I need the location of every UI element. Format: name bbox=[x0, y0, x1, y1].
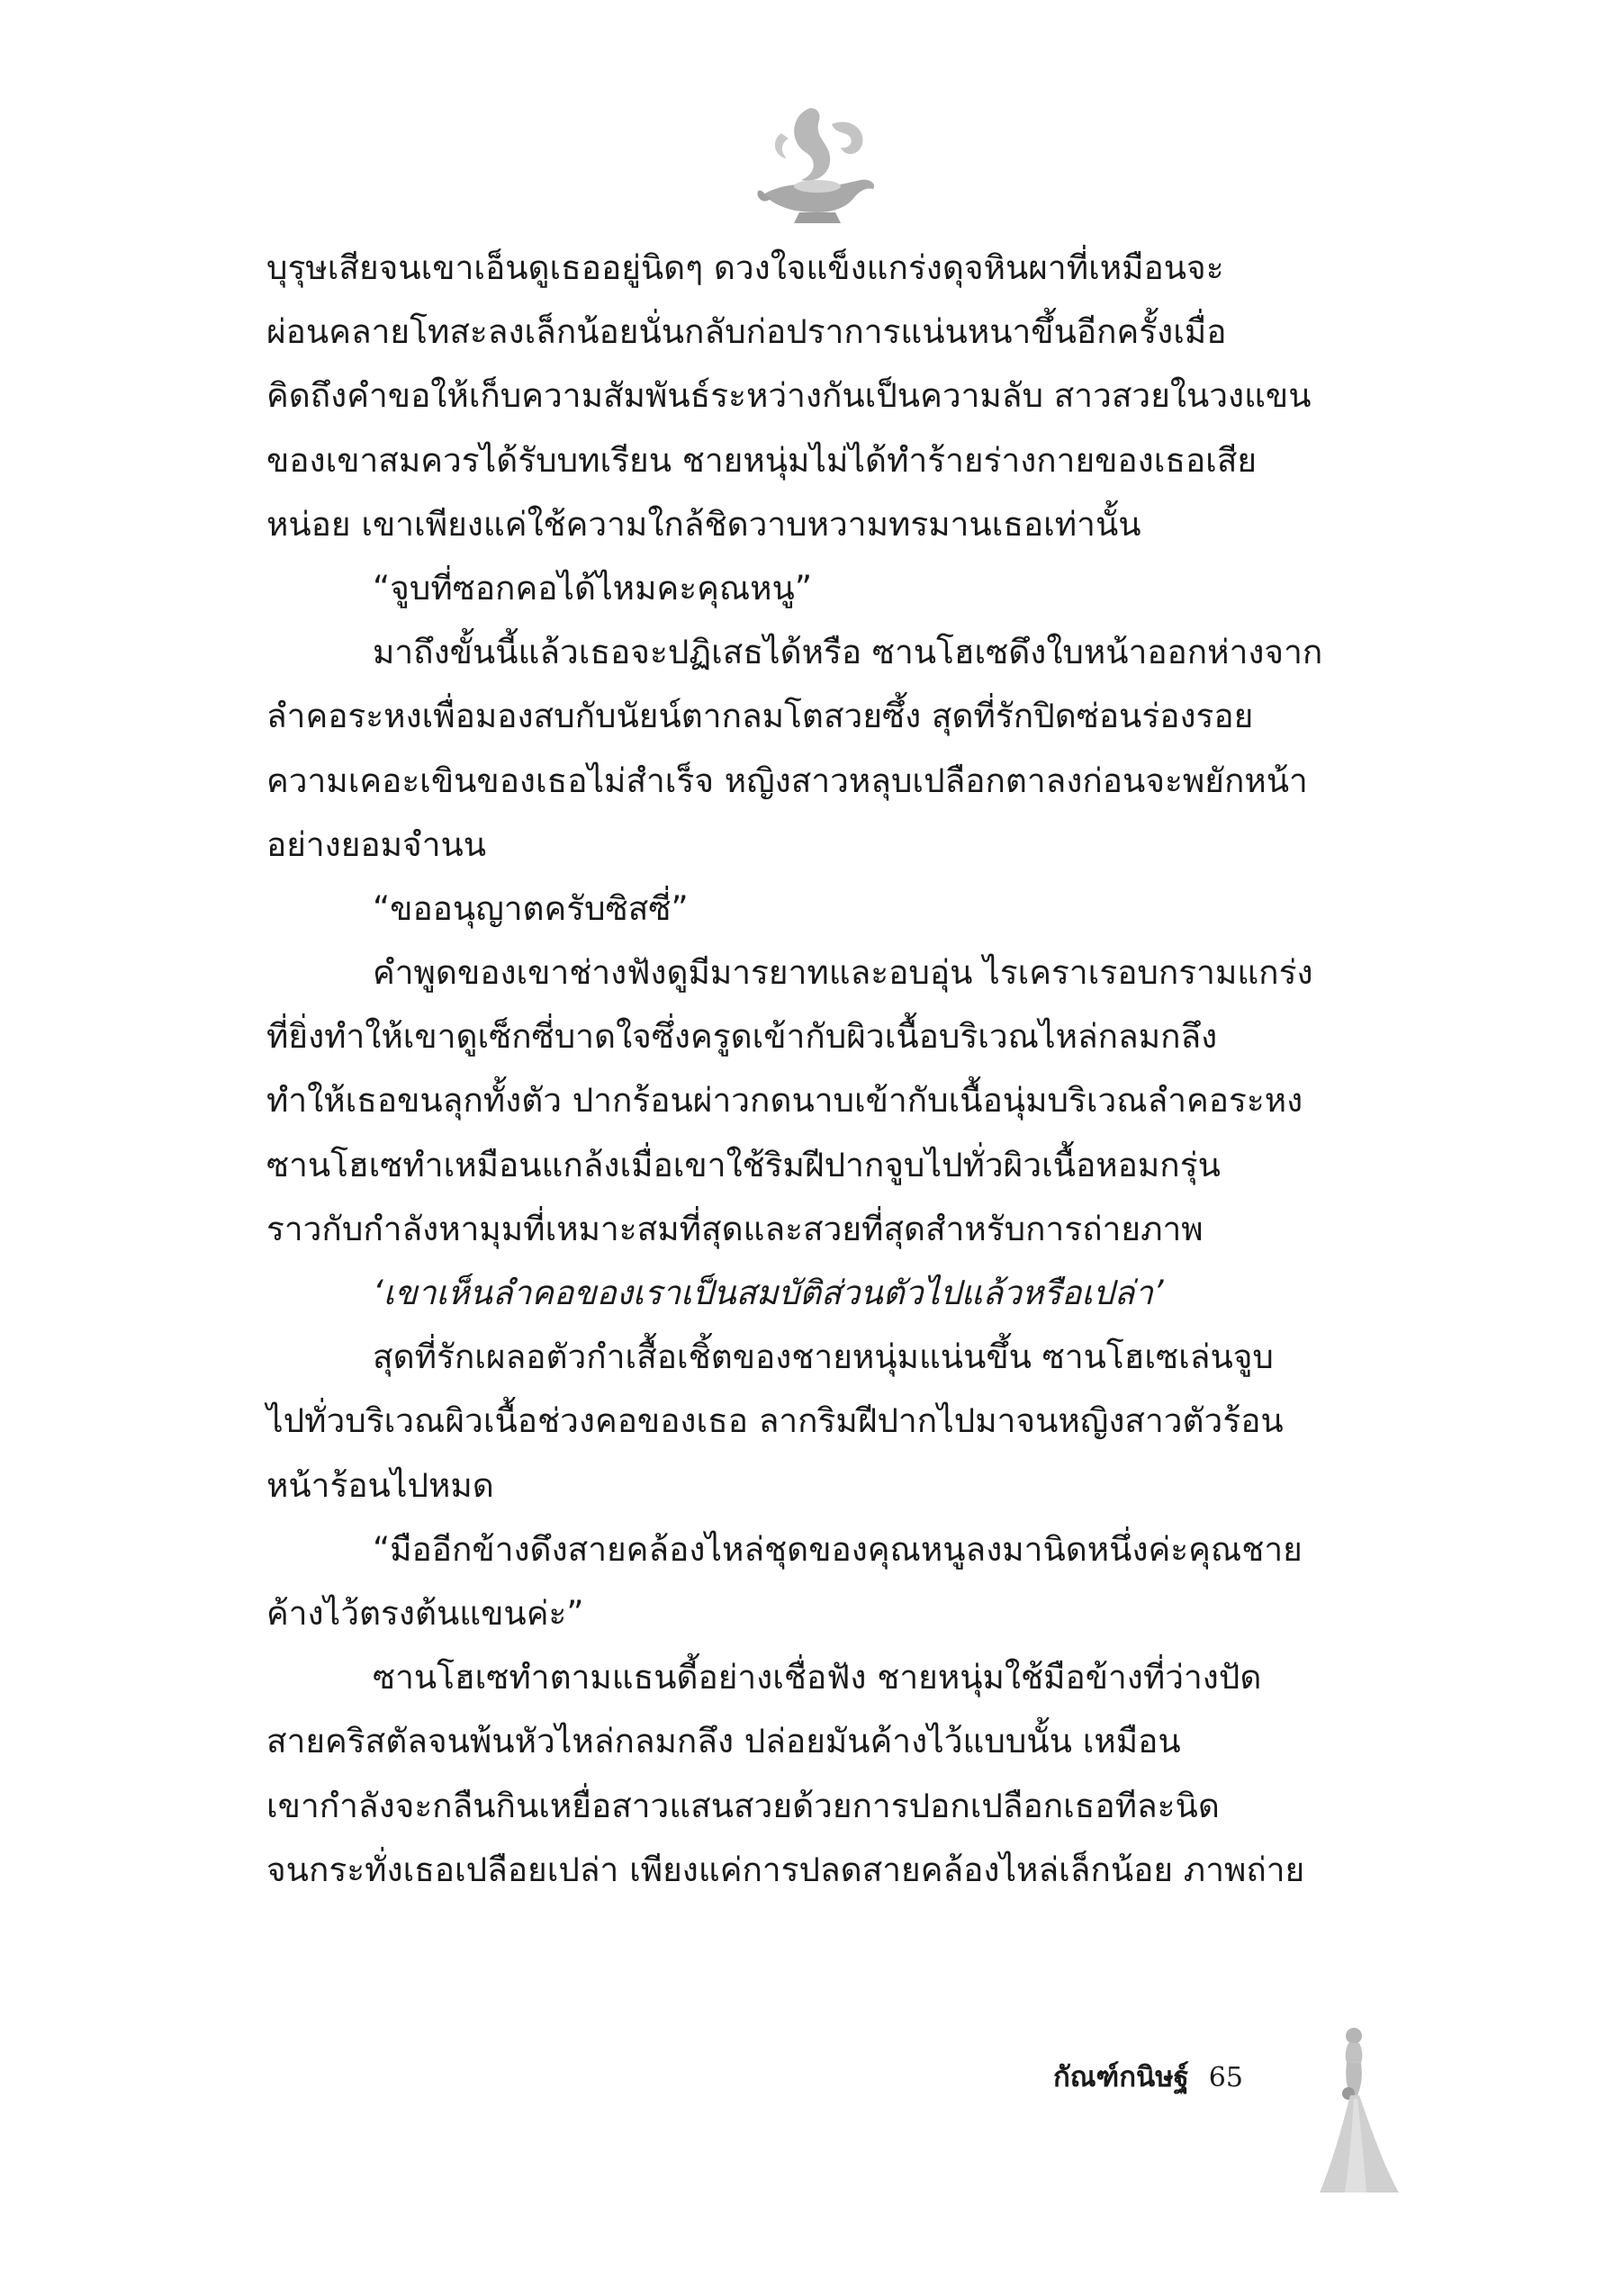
magic-lamp-icon bbox=[754, 97, 882, 232]
text-line: ทำให้เธอขนลุกทั้งตัว ปากร้อนผ่าวกดนาบเข้ากับเนื้อนุ่มบริเวณลำคอระหง bbox=[266, 1081, 1303, 1121]
text-line: ราวกับกำลังหามุมที่เหมาะสมที่สุดและสวยที่สุดสำหรับการถ่ายภาพ bbox=[266, 1209, 1204, 1248]
text-line: ไปทั่วบริเวณผิวเนื้อช่วงคอของเธอ ลากริมฝีปากไปมาจนหญิงสาวตัวร้อน bbox=[266, 1401, 1284, 1441]
text-line: ลำคอระหงเพื่อมองสบกับนัยน์ตากลมโตสวยซึ้ง สุดที่รักปิดซ่อนร่องรอย bbox=[266, 697, 1254, 736]
text-line: หน้าร้อนไปหมด bbox=[266, 1465, 494, 1505]
body-text bbox=[266, 236, 1392, 1902]
text-line: หน่อย เขาเพียงแค่ใช้ความใกล้ชิดวาบหวามทรมานเธอเท่านั้น bbox=[266, 504, 1141, 544]
text-line: “มืออีกข้างดึงสายคล้องไหล่ชุดของคุณหนูลงมานิดหนึ่งค่ะคุณชาย bbox=[373, 1529, 1303, 1569]
text-line: เขากำลังจะกลืนกินเหยื่อสาวแสนสวยด้วยการปอกเปลือกเธอทีละนิด bbox=[266, 1786, 1220, 1825]
author-name: กัณฑ์กนิษฐ์ bbox=[1053, 2061, 1189, 2093]
text-line: อย่างยอมจำนน bbox=[266, 824, 487, 864]
text-line: ที่ยิ่งทำให้เขาดูเซ็กซี่บาดใจซึ่งครูดเข้ากับผิวเนื้อบริเวณไหล่กลมกลึง bbox=[266, 1017, 1218, 1057]
text-line: “จูบที่ซอกคอได้ไหมคะคุณหนู” bbox=[373, 568, 813, 608]
text-line: คิดถึงคำขอให้เก็บความสัมพันธ์ระหว่างกันเป็นความลับ สาวสวยในวงแขน bbox=[266, 376, 1312, 416]
text-line: สุดที่รักเผลอตัวกำเสื้อเชิ้ตของชายหนุ่มแน่นขึ้น ซานโฮเซเล่นจูบ bbox=[373, 1337, 1274, 1377]
text-line: มาถึงขั้นนี้แล้วเธอจะปฏิเสธได้หรือ ซานโฮเซดึงใบหน้าออกห่างจาก bbox=[373, 633, 1323, 672]
running-footer bbox=[1053, 2055, 1243, 2100]
text-line: ผ่อนคลายโทสะลงเล็กน้อยนั่นกลับก่อปราการแน่นหนาขึ้นอีกครั้งเมื่อ bbox=[266, 312, 1227, 352]
text-line: คำพูดของเขาช่างฟังดูมีมารยาทและอบอุ่น ไรเคราเรอบกรามแกร่ง bbox=[373, 953, 1313, 993]
text-line: ความเคอะเขินของเธอไม่สำเร็จ หญิงสาวหลุบเปลือกตาลงก่อนจะพยักหน้า bbox=[266, 761, 1308, 800]
text-line: ซานโฮเซทำตามแธนดี้อย่างเชื่อฟัง ชายหนุ่มใช้มือข้างที่ว่างปัด bbox=[373, 1658, 1262, 1697]
text-line: บุรุษเสียจนเขาเอ็นดูเธออยู่นิดๆ ดวงใจแข็งแกร่งดุจหินผาที่เหมือนจะ bbox=[266, 248, 1224, 287]
text-line: “ขออนุญาตครับซิสซี่” bbox=[373, 888, 689, 928]
text-line: จนกระทั่งเธอเปลือยเปล่า เพียงแค่การปลดสายคล้องไหล่เล็กน้อย ภาพถ่าย bbox=[266, 1850, 1305, 1889]
text-line: ของเขาสมควรได้รับบทเรียน ชายหนุ่มไม่ได้ทำร้ายร่างกายของเธอเสีย bbox=[266, 440, 1258, 480]
text-line: ซานโฮเซทำเหมือนแกล้งเมื่อเขาใช้ริมฝีปากจูบไปทั่วผิวเนื้อหอมกรุ่น bbox=[266, 1145, 1221, 1184]
text-line: ค้างไว้ตรงต้นแขนค่ะ” bbox=[266, 1593, 584, 1633]
text-line: สายคริสตัลจนพ้นหัวไหล่กลมกลึง ปล่อยมันค้างไว้แบบนั้น เหมือน bbox=[266, 1722, 1181, 1761]
page-number: 65 bbox=[1208, 2062, 1243, 2093]
text-line: ‘เขาเห็นลำคอของเราเป็นสมบัติส่วนตัวไปแล้วหรือเปล่า’ bbox=[373, 1274, 1164, 1312]
bride-silhouette-icon bbox=[1312, 2023, 1402, 2200]
